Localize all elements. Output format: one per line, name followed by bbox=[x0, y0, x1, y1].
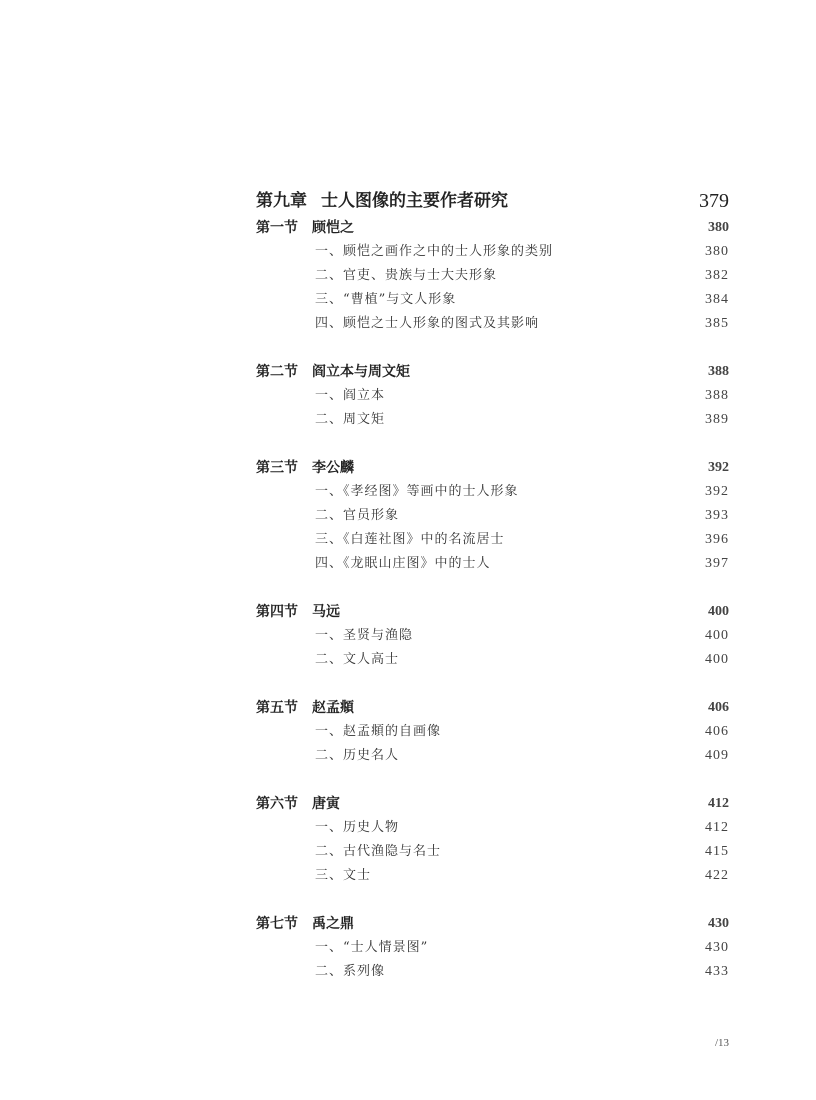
section-page: 412 bbox=[708, 796, 729, 811]
section-page: 392 bbox=[708, 460, 729, 475]
section-page: 400 bbox=[708, 604, 729, 619]
entry-title: 一、赵孟頫的自画像 bbox=[315, 724, 442, 739]
toc-entry[interactable] bbox=[256, 960, 729, 984]
entry-title: 二、历史名人 bbox=[315, 748, 400, 763]
entry-title: 三、《白莲社图》中的名流居士 bbox=[315, 532, 505, 547]
entry-title: 一、顾恺之画作之中的士人形象的类别 bbox=[315, 244, 554, 259]
table-of-contents bbox=[256, 186, 729, 984]
entry-page: 409 bbox=[705, 748, 729, 763]
section-heading[interactable] bbox=[256, 456, 729, 480]
entry-title: 三、文士 bbox=[315, 868, 372, 883]
entry-page: 393 bbox=[705, 508, 729, 523]
entry-page: 388 bbox=[705, 388, 729, 403]
section-4 bbox=[256, 600, 729, 672]
entry-title: 二、官员形象 bbox=[315, 508, 400, 523]
entry-page: 392 bbox=[705, 484, 729, 499]
entry-title: 三、“曹植”与文人形象 bbox=[315, 292, 457, 307]
section-page: 406 bbox=[708, 700, 729, 715]
entry-page: 400 bbox=[705, 628, 729, 643]
section-number: 第七节 bbox=[256, 916, 298, 932]
section-6 bbox=[256, 792, 729, 888]
entry-page: 422 bbox=[705, 868, 729, 883]
chapter-heading bbox=[256, 186, 729, 216]
entry-title: 一、圣贤与渔隐 bbox=[315, 628, 414, 643]
section-heading[interactable] bbox=[256, 216, 729, 240]
entry-page: 415 bbox=[705, 844, 729, 859]
section-number: 第五节 bbox=[256, 700, 298, 716]
entry-title: 一、历史人物 bbox=[315, 820, 400, 835]
chapter-number: 第九章 bbox=[256, 191, 307, 211]
entry-page: 412 bbox=[705, 820, 729, 835]
toc-entry[interactable] bbox=[256, 744, 729, 768]
section-title: 李公麟 bbox=[312, 460, 354, 476]
toc-entry[interactable] bbox=[256, 624, 729, 648]
section-heading[interactable] bbox=[256, 792, 729, 816]
entry-title: 二、周文矩 bbox=[315, 412, 386, 427]
toc-entry[interactable] bbox=[256, 480, 729, 504]
section-number: 第二节 bbox=[256, 364, 298, 380]
section-number: 第三节 bbox=[256, 460, 298, 476]
entry-page: 384 bbox=[705, 292, 729, 307]
section-page: 388 bbox=[708, 364, 729, 379]
chapter-title: 士人图像的主要作者研究 bbox=[321, 191, 508, 211]
entry-title: 二、古代渔隐与名士 bbox=[315, 844, 442, 859]
section-page: 380 bbox=[708, 220, 729, 235]
entry-page: 406 bbox=[705, 724, 729, 739]
toc-entry[interactable] bbox=[256, 240, 729, 264]
toc-entry[interactable] bbox=[256, 648, 729, 672]
entry-title: 四、顾恺之士人形象的图式及其影响 bbox=[315, 316, 540, 331]
section-5 bbox=[256, 696, 729, 768]
toc-entry[interactable] bbox=[256, 840, 729, 864]
toc-entry[interactable] bbox=[256, 816, 729, 840]
section-heading[interactable] bbox=[256, 912, 729, 936]
toc-entry[interactable] bbox=[256, 408, 729, 432]
entry-title: 一、“士人情景图” bbox=[315, 940, 429, 955]
entry-page: 389 bbox=[705, 412, 729, 427]
section-number: 第一节 bbox=[256, 220, 298, 236]
entry-title: 二、系列像 bbox=[315, 964, 386, 979]
section-title: 唐寅 bbox=[312, 796, 340, 812]
entry-title: 四、《龙眠山庄图》中的士人 bbox=[315, 556, 491, 571]
entry-title: 一、阎立本 bbox=[315, 388, 386, 403]
entry-page: 400 bbox=[705, 652, 729, 667]
toc-entry[interactable] bbox=[256, 288, 729, 312]
section-title: 阎立本与周文矩 bbox=[312, 364, 410, 380]
entry-title: 二、官吏、贵族与士大夫形象 bbox=[315, 268, 498, 283]
entry-page: 382 bbox=[705, 268, 729, 283]
toc-entry[interactable] bbox=[256, 312, 729, 336]
section-heading[interactable] bbox=[256, 600, 729, 624]
toc-entry[interactable] bbox=[256, 720, 729, 744]
toc-entry[interactable] bbox=[256, 384, 729, 408]
section-title: 马远 bbox=[312, 604, 340, 620]
section-title: 禹之鼎 bbox=[312, 916, 354, 932]
entry-page: 385 bbox=[705, 316, 729, 331]
chapter-page: 379 bbox=[699, 190, 729, 212]
section-2 bbox=[256, 360, 729, 432]
entry-page: 430 bbox=[705, 940, 729, 955]
toc-entry[interactable] bbox=[256, 504, 729, 528]
section-3 bbox=[256, 456, 729, 576]
section-title: 顾恺之 bbox=[312, 220, 354, 236]
section-7 bbox=[256, 912, 729, 984]
entry-page: 380 bbox=[705, 244, 729, 259]
entry-page: 397 bbox=[705, 556, 729, 571]
section-1 bbox=[256, 216, 729, 336]
entry-title: 一、《孝经图》等画中的士人形象 bbox=[315, 484, 519, 499]
section-heading[interactable] bbox=[256, 360, 729, 384]
toc-entry[interactable] bbox=[256, 936, 729, 960]
entry-page: 396 bbox=[705, 532, 729, 547]
section-heading[interactable] bbox=[256, 696, 729, 720]
toc-entry[interactable] bbox=[256, 864, 729, 888]
section-number: 第六节 bbox=[256, 796, 298, 812]
toc-entry[interactable] bbox=[256, 264, 729, 288]
page-folio: /13 bbox=[714, 1037, 729, 1049]
section-number: 第四节 bbox=[256, 604, 298, 620]
section-page: 430 bbox=[708, 916, 729, 931]
toc-entry[interactable] bbox=[256, 528, 729, 552]
toc-entry[interactable] bbox=[256, 552, 729, 576]
entry-page: 433 bbox=[705, 964, 729, 979]
section-title: 赵孟頫 bbox=[312, 700, 354, 716]
entry-title: 二、文人高士 bbox=[315, 652, 400, 667]
